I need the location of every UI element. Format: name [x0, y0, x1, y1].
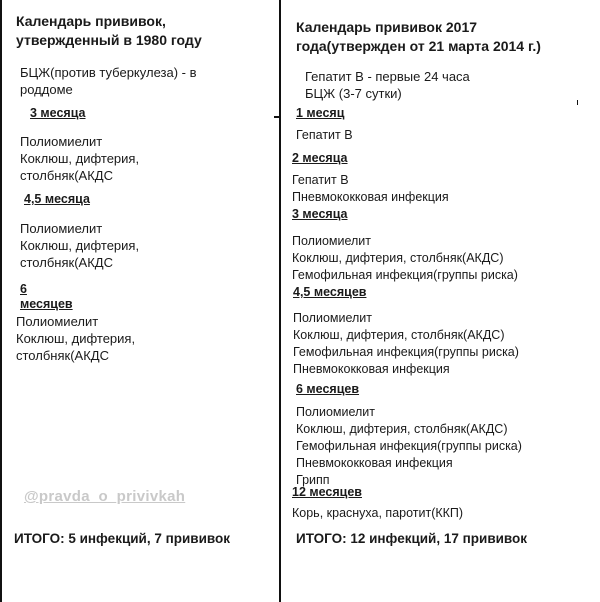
left-item: столбняк(АКДС [20, 255, 113, 270]
left-total: ИТОГО: 5 инфекций, 7 прививок [14, 531, 231, 546]
right-edge-mark [577, 100, 578, 105]
left-heading-3-months: 3 месяца [30, 106, 86, 120]
left-item: Коклюш, дифтерия, [20, 151, 140, 166]
right-item: Пневмококковая инфекция [292, 190, 449, 204]
column-divider-line [279, 0, 281, 602]
right-item: Полиомиелит [293, 311, 373, 325]
right-item: Гемофильная инфекция(группы риска) [296, 439, 522, 453]
column-divider-tick [274, 116, 279, 118]
left-heading-6-months-line1: 6 [20, 282, 27, 296]
right-item: Коклюш, дифтерия, столбняк(АКДС) [296, 422, 508, 436]
left-birth-line1: БЦЖ(против туберкулеза) - в [20, 65, 197, 80]
right-item: Гепатит В [292, 173, 349, 187]
right-heading-4-5-months: 4,5 месяцев [293, 285, 367, 299]
right-birth-line2: БЦЖ (3-7 сутки) [305, 86, 402, 101]
left-heading-4-5-months: 4,5 месяца [24, 192, 90, 206]
right-item: Гепатит В [296, 128, 353, 142]
right-item: Пневмококковая инфекция [296, 456, 453, 470]
right-item: Гемофильная инфекция(группы риска) [293, 345, 519, 359]
left-item: Полиомиелит [20, 134, 103, 149]
right-item: Коклюш, дифтерия, столбняк(АКДС) [293, 328, 505, 342]
left-item: Коклюш, дифтерия, [20, 238, 140, 253]
watermark-text: @pravda_o_privivkah [24, 488, 186, 505]
right-item: Корь, краснуха, паротит(ККП) [292, 506, 464, 520]
left-title-line2: утвержденный в 1980 году [16, 32, 202, 48]
right-birth-line1: Гепатит В - первые 24 часа [305, 69, 470, 84]
right-title-line2: года(утвержден от 21 марта 2014 г.) [296, 38, 541, 54]
left-heading-6-months-line2: месяцев [20, 297, 73, 311]
left-item: Полиомиелит [16, 314, 99, 329]
right-item: Пневмококковая инфекция [293, 362, 450, 376]
right-item: Коклюш, дифтерия, столбняк(АКДС) [292, 251, 504, 265]
right-heading-2-months: 2 месяца [292, 151, 348, 165]
left-item: столбняк(АКДС [20, 168, 113, 183]
right-heading-1-month: 1 месяц [296, 106, 345, 120]
left-title-line1: Календарь прививок, [16, 13, 166, 29]
right-heading-12-months: 12 месяцев [292, 485, 362, 499]
right-heading-6-months: 6 месяцев [296, 382, 360, 396]
right-item: Гемофильная инфекция(группы риска) [292, 268, 518, 282]
left-item: Коклюш, дифтерия, [16, 331, 136, 346]
right-total: ИТОГО: 12 инфекций, 17 прививок [296, 531, 528, 546]
left-item: столбняк(АКДС [16, 348, 109, 363]
right-item: Полиомиелит [296, 405, 376, 419]
left-border-line [0, 0, 2, 602]
left-birth-line2: роддоме [20, 82, 73, 97]
left-item: Полиомиелит [20, 221, 103, 236]
right-title-line1: Календарь прививок 2017 [296, 19, 478, 35]
right-item: Полиомиелит [292, 234, 372, 248]
right-heading-3-months: 3 месяца [292, 207, 348, 221]
right-item: Грипп [296, 473, 330, 487]
